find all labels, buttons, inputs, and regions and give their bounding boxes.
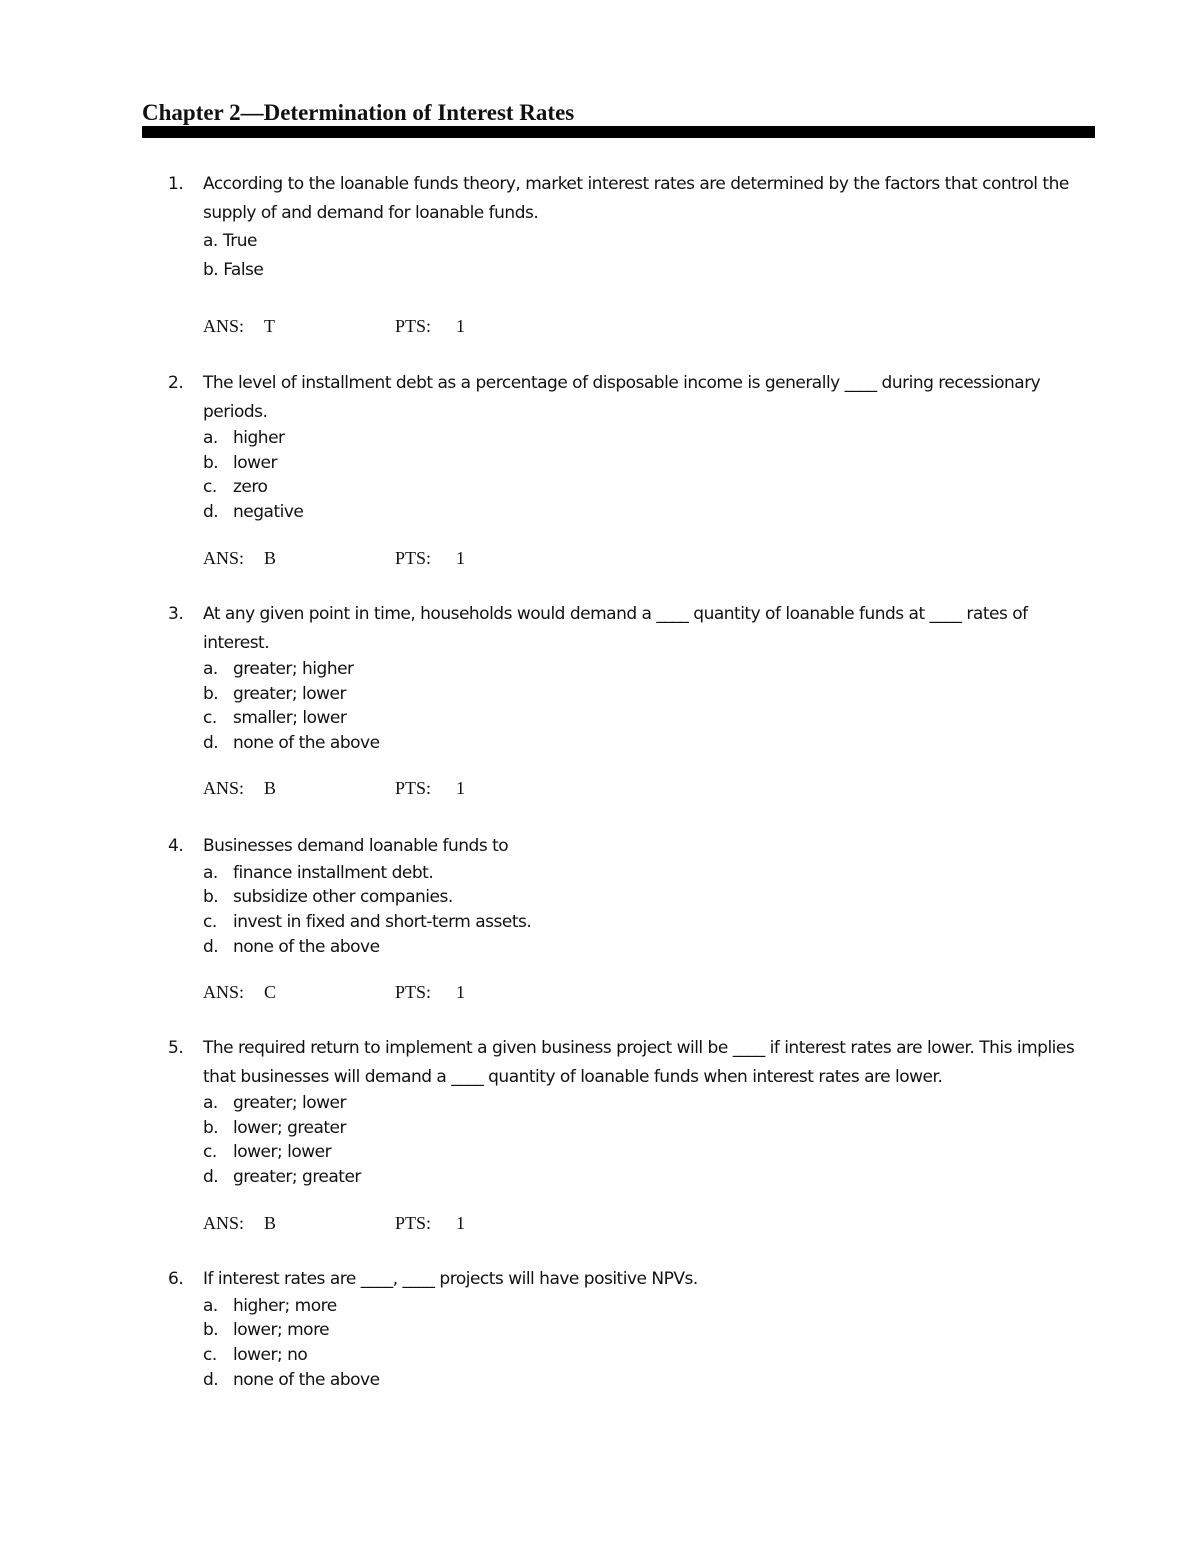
choice-d [203, 935, 1094, 960]
answer-label: ANS: [203, 316, 245, 336]
answer-label: ANS: [203, 982, 245, 1002]
choice-text: invest in fixed and short-term assets. [233, 911, 532, 932]
choice-text: True [222, 231, 257, 251]
chapter-title: Chapter 2—Determination of Interest Rates [142, 100, 575, 125]
choice-letter: b. [203, 683, 219, 704]
choice-letter: a. [203, 1093, 218, 1113]
choice-letter: b. [203, 1320, 219, 1341]
answer-value: T [264, 316, 275, 336]
question-number: 6. [168, 1269, 184, 1289]
choice-letter: d. [203, 733, 219, 754]
choice-letter: b. [203, 887, 219, 908]
choice-text: greater; higher [233, 659, 354, 679]
choice-d [203, 1165, 1094, 1190]
choice-text: greater; greater [233, 1167, 361, 1188]
choice-a [203, 227, 1094, 256]
question-number: 1. [168, 174, 184, 194]
choice-b [203, 1116, 1094, 1141]
choice-text: lower; greater [233, 1117, 347, 1138]
choice-letter: c. [203, 477, 217, 498]
question-number: 3. [168, 604, 184, 624]
choice-text: False [223, 259, 264, 280]
choice-text: zero [233, 477, 268, 498]
choice-letter: b. [203, 452, 219, 473]
choice-letter: d. [203, 936, 219, 957]
choice-list [203, 657, 1094, 756]
choice-text: lower [233, 452, 277, 473]
choice-a [203, 426, 1094, 451]
answer-label: ANS: [203, 1213, 245, 1233]
choice-text: greater; lower [233, 1093, 347, 1113]
choice-text: none of the above [233, 733, 380, 754]
choice-list [203, 426, 1094, 525]
question-5 [164, 1034, 1094, 1233]
points-label: PTS: [395, 982, 432, 1002]
choice-letter: c. [203, 1344, 217, 1365]
choice-list [203, 227, 1094, 284]
choice-text: lower; no [233, 1344, 308, 1365]
question-6 [164, 1265, 1094, 1392]
question-stem: If interest rates are ____, ____ projects will have positive NPVs. [203, 1269, 698, 1289]
choice-letter: a. [203, 1295, 218, 1316]
choice-list [203, 1294, 1094, 1393]
choice-text: none of the above [233, 936, 380, 957]
question-stem: Businesses demand loanable funds to [203, 836, 509, 856]
points-value: 1 [456, 316, 465, 336]
choice-a [203, 1294, 1094, 1319]
points-value: 1 [456, 1213, 465, 1233]
question-number: 2. [168, 373, 184, 393]
points-label: PTS: [395, 548, 432, 568]
choice-a [203, 1091, 1094, 1116]
choice-letter: d. [203, 502, 219, 523]
choice-list [203, 1091, 1094, 1190]
choice-text: higher [233, 428, 285, 448]
choice-d [203, 731, 1094, 756]
points-label: PTS: [395, 316, 432, 336]
question-number: 5. [168, 1038, 184, 1058]
points-label: PTS: [395, 778, 432, 798]
choice-letter: c. [203, 911, 217, 932]
choice-a [203, 657, 1094, 682]
choice-text: finance installment debt. [233, 862, 434, 883]
choice-c [203, 706, 1094, 731]
choice-b [203, 885, 1094, 910]
choice-c [203, 1140, 1094, 1165]
question-1 [164, 170, 1094, 336]
choice-d [203, 1368, 1094, 1393]
choice-letter: a. [203, 659, 218, 679]
choice-letter: b. [203, 259, 219, 280]
question-stem: According to the loanable funds theory, market interest rates are determined by the factors that control the supply of and demand for loanable funds. [203, 174, 1069, 223]
choice-letter: a. [203, 231, 218, 251]
choice-b [203, 451, 1094, 476]
choice-b [203, 682, 1094, 707]
choice-a [203, 861, 1094, 886]
choice-text: greater; lower [233, 683, 347, 704]
answer-value: B [264, 1213, 277, 1233]
points-value: 1 [456, 982, 465, 1002]
question-stem: At any given point in time, households would demand a ____ quantity of loanable funds at ____ rates of interest. [203, 604, 1028, 653]
answer-label: ANS: [203, 548, 245, 568]
choice-letter: d. [203, 1167, 219, 1188]
choice-d [203, 500, 1094, 525]
choice-text: higher; more [233, 1295, 337, 1316]
choice-text: subsidize other companies. [233, 887, 453, 908]
choice-b [203, 256, 1094, 285]
choice-c [203, 475, 1094, 500]
choice-text: lower; more [233, 1320, 330, 1341]
question-stem: The required return to implement a given business project will be ____ if interest rates are lower. This implies that businesses will demand a ____ quantity of loanable funds when interest rates are lower. [203, 1038, 1075, 1087]
choice-c [203, 910, 1094, 935]
choice-c [203, 1343, 1094, 1368]
choice-text: smaller; lower [233, 708, 347, 729]
choice-letter: a. [203, 862, 218, 883]
choice-b [203, 1318, 1094, 1343]
choice-list [203, 861, 1094, 960]
choice-letter: c. [203, 708, 217, 729]
choice-letter: b. [203, 1117, 219, 1138]
points-label: PTS: [395, 1213, 432, 1233]
choice-text: lower; lower [233, 1142, 332, 1163]
choice-letter: c. [203, 1142, 217, 1163]
choice-letter: d. [203, 1369, 219, 1390]
question-3 [164, 600, 1094, 798]
answer-value: C [264, 982, 277, 1002]
question-2 [164, 369, 1094, 568]
question-4 [164, 832, 1094, 1002]
choice-text: none of the above [233, 1369, 380, 1390]
choice-text: negative [233, 502, 304, 523]
choice-letter: a. [203, 428, 218, 448]
title-rule [142, 126, 1095, 138]
question-number: 4. [168, 836, 184, 856]
answer-label: ANS: [203, 778, 245, 798]
points-value: 1 [456, 778, 465, 798]
points-value: 1 [456, 548, 465, 568]
question-stem: The level of installment debt as a percentage of disposable income is generally ____ during recessionary periods. [203, 373, 1041, 422]
answer-value: B [264, 778, 277, 798]
answer-value: B [264, 548, 277, 568]
